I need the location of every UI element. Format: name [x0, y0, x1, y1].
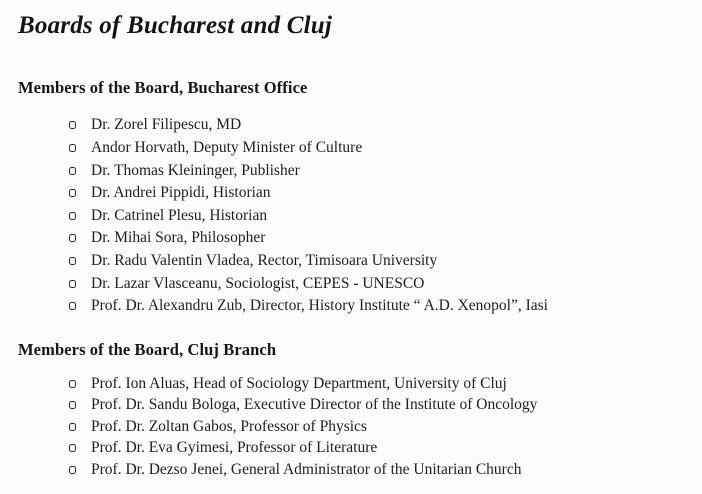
member-text: Dr. Andrei Pippidi, Historian: [91, 184, 271, 202]
square-bullet-icon: [69, 121, 76, 129]
list-item: [69, 205, 682, 228]
list-item: [69, 437, 682, 459]
list-item: [69, 137, 682, 160]
list-item: [69, 459, 682, 481]
list-item: [69, 394, 682, 416]
member-text: Dr. Radu Valentin Vladea, Rector, Timisoara University: [91, 252, 438, 270]
list-item: [69, 273, 682, 296]
square-bullet-icon: [69, 234, 76, 242]
member-text: Dr. Catrinel Plesu, Historian: [91, 206, 268, 224]
page-title: Boards of Bucharest and Cluj: [18, 12, 333, 39]
list-item: [69, 416, 682, 438]
list-item: [69, 114, 682, 137]
member-text: Prof. Dr. Alexandru Zub, Director, History Institute “ A.D. Xenopol”, Iasi: [91, 297, 548, 315]
member-text: Prof. Dr. Zoltan Gabos, Professor of Physics: [91, 417, 367, 435]
square-bullet-icon: [69, 423, 76, 431]
member-text: Dr. Zorel Filipescu, MD: [91, 116, 242, 134]
section-heading-cluj: Members of the Board, Cluj Branch: [18, 339, 277, 359]
square-bullet-icon: [69, 380, 76, 388]
square-bullet-icon: [69, 257, 76, 265]
member-text: Prof. Dr. Sandu Bologa, Executive Director of the Institute of Oncology: [91, 396, 538, 414]
list-item: [69, 295, 682, 318]
section-bucharest-board: [18, 79, 682, 318]
square-bullet-icon: [69, 189, 76, 197]
square-bullet-icon: [69, 302, 76, 310]
member-text: Dr. Lazar Vlasceanu, Sociologist, CEPES - UNESCO: [91, 274, 425, 292]
square-bullet-icon: [69, 466, 76, 474]
member-text: Dr. Thomas Kleininger, Publisher: [91, 161, 300, 179]
square-bullet-icon: [69, 144, 76, 152]
member-text: Prof. Ion Aluas, Head of Sociology Department, University of Cluj: [91, 374, 507, 392]
member-text: Prof. Dr. Eva Gyimesi, Professor of Literature: [91, 439, 378, 457]
list-item: [69, 160, 682, 183]
square-bullet-icon: [69, 444, 76, 452]
list-item: [69, 250, 682, 273]
member-list-bucharest: [18, 114, 682, 317]
section-cluj-board: [18, 341, 682, 480]
member-text: Prof. Dr. Dezso Jenei, General Administrator of the Unitarian Church: [91, 460, 522, 478]
square-bullet-icon: [69, 280, 76, 288]
member-text: Dr. Mihai Sora, Philosopher: [91, 229, 266, 247]
square-bullet-icon: [69, 167, 76, 175]
list-item: [69, 182, 682, 205]
section-heading-bucharest: Members of the Board, Bucharest Office: [18, 77, 308, 97]
square-bullet-icon: [69, 401, 76, 409]
square-bullet-icon: [69, 212, 76, 220]
list-item: [69, 373, 682, 395]
member-list-cluj: [18, 373, 682, 481]
list-item: [69, 227, 682, 250]
member-text: Andor Horvath, Deputy Minister of Culture: [91, 139, 363, 157]
